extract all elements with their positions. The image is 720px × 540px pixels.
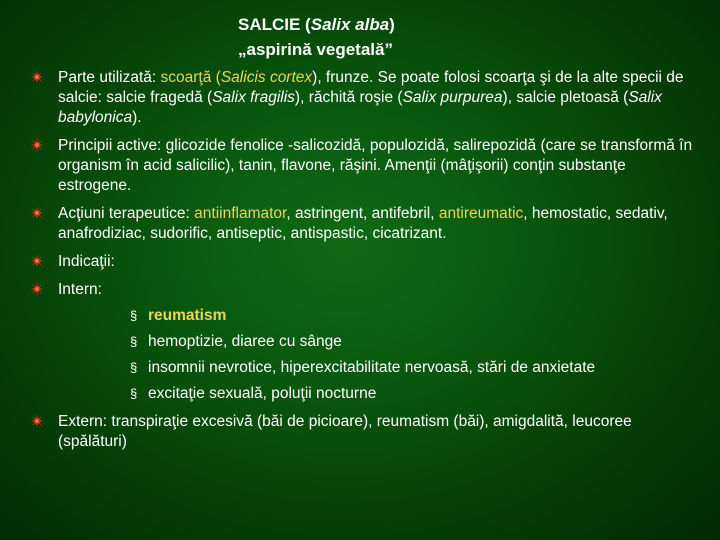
bullet-item-extern bbox=[30, 412, 702, 452]
text-segment: Extern: transpiraţie excesivă (băi de picioare), reumatism (băi), amigdalită, leucoree (spălături) bbox=[58, 413, 632, 450]
red-starburst-icon bbox=[30, 138, 44, 152]
bullet-text bbox=[58, 253, 115, 270]
text-segment: ), frunze. Se poate folosi scoarţa şi de la alte specii de salcie: salcie fragedă ( bbox=[58, 69, 684, 106]
text-segment: Intern: bbox=[58, 281, 102, 298]
bullet-text bbox=[58, 281, 102, 298]
sub-list-item bbox=[130, 384, 702, 404]
red-starburst-icon bbox=[30, 254, 44, 268]
bullet-item-actiuni bbox=[30, 204, 702, 244]
section-sign-bullet-icon: § bbox=[130, 360, 138, 375]
text-segment: ). bbox=[132, 109, 142, 126]
text-segment: ), salcie pletoasă ( bbox=[502, 89, 629, 106]
highlighted-text: scoarţă ( bbox=[160, 69, 221, 86]
highlighted-text: antiinflamator bbox=[194, 205, 287, 222]
bullet-item-parte bbox=[30, 68, 702, 128]
sub-list bbox=[58, 306, 702, 404]
text-segment: hemoptizie, diaree cu sânge bbox=[148, 333, 342, 350]
sub-list-item bbox=[130, 306, 702, 326]
section-sign-bullet-icon: § bbox=[130, 308, 138, 323]
title-text: SALCIE ( bbox=[238, 15, 311, 34]
bullet-item-principii bbox=[30, 136, 702, 196]
bullet-text bbox=[58, 205, 668, 242]
title-text-end: ) bbox=[389, 15, 395, 34]
text-segment: , hemostatic, sedativ, anafrodiziac, sudorific, antiseptic, antispastic, cicatrizant. bbox=[58, 205, 668, 242]
text-segment: Indicaţii: bbox=[58, 253, 115, 270]
title-latin-name: Salix alba bbox=[310, 15, 390, 34]
red-starburst-icon bbox=[30, 206, 44, 220]
text-segment: Principii active: glicozide fenolice -salicozidă, populozidă, salirepozidă (care se transformă în organism în acid salicilic), tanin, flavone, răşini. Amenţii (mâţişorii) conţin substanţe estrogene. bbox=[58, 137, 693, 194]
red-starburst-icon bbox=[30, 282, 44, 296]
latin-name: Salix babylonica bbox=[58, 89, 662, 126]
text-segment: insomnii nevrotice, hiperexcitabilitate nervoasă, stări de anxietate bbox=[148, 359, 596, 376]
section-sign-bullet-icon: § bbox=[130, 334, 138, 349]
text-segment: ), răchită roşie ( bbox=[294, 89, 403, 106]
section-sign-bullet-icon: § bbox=[130, 386, 138, 401]
sub-list-item bbox=[130, 332, 702, 352]
highlighted-text: antireumatic bbox=[438, 205, 524, 222]
latin-name: Salix purpurea bbox=[402, 89, 503, 106]
bullet-text bbox=[58, 69, 684, 126]
bullet-text bbox=[58, 137, 692, 194]
text-segment: excitaţie sexuală, poluţii nocturne bbox=[148, 385, 377, 402]
latin-name: Salicis cortex bbox=[220, 69, 313, 86]
bullet-list bbox=[30, 68, 702, 460]
text-segment: Parte utilizată: bbox=[58, 69, 161, 86]
red-starburst-icon bbox=[30, 70, 44, 84]
bullet-item-intern bbox=[30, 280, 702, 404]
title-line-2: „aspirină vegetală” bbox=[238, 40, 393, 59]
highlighted-text: reumatism bbox=[148, 307, 227, 324]
text-segment: Acţiuni terapeutice: bbox=[58, 205, 195, 222]
bullet-text bbox=[58, 413, 632, 450]
red-starburst-icon bbox=[30, 414, 44, 428]
text-segment: , astringent, antifebril, bbox=[286, 205, 439, 222]
latin-name: Salix fragilis bbox=[212, 89, 295, 106]
title-line-1 bbox=[238, 12, 395, 37]
slide-title bbox=[238, 12, 395, 62]
sub-list-item bbox=[130, 358, 702, 378]
bullet-item-indicatii bbox=[30, 252, 702, 272]
